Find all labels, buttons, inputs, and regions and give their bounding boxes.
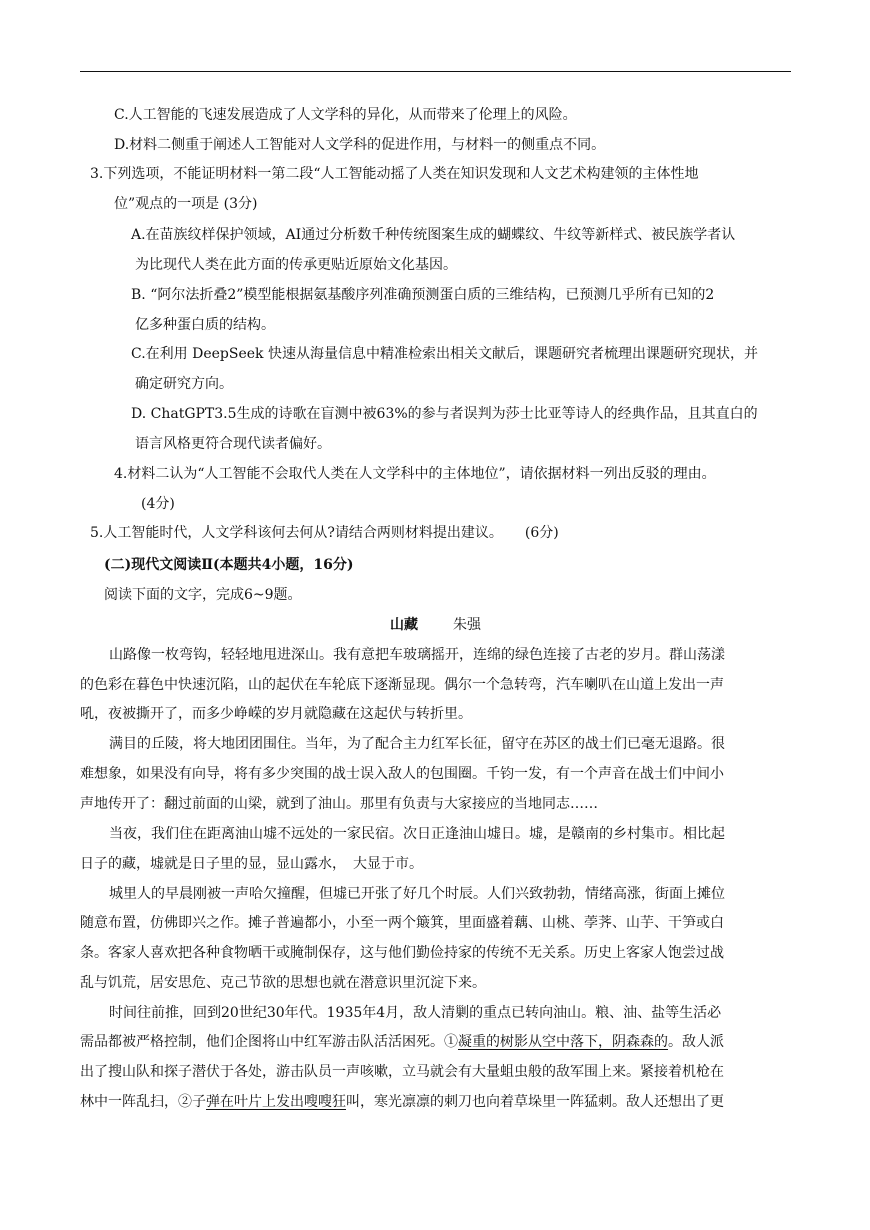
- article-author: 朱强: [453, 617, 481, 633]
- q2-option-c: C.人工智能的飞速发展造成了人文学科的异化，从而带来了伦理上的风险。: [114, 107, 577, 123]
- header-rule: [80, 71, 791, 72]
- q3-option-a-cont: 为比现代人类在此方面的传承更贴近原始文化基因。: [135, 257, 457, 273]
- para4-line3: 条。客家人喜欢把各种食物晒干或腌制保存，这与他们勤俭持家的传统不无关系。历史上客家人饱尝过战: [80, 945, 724, 961]
- para5-line2-pre: 需品都被严格控制，他们企图将山中红军游击队活活困死。①: [80, 1034, 458, 1050]
- q3-option-c: C.在利用 DeepSeek 快速从海量信息中精准检索出相关文献后，课题研究者梳理出课题研究现状，并: [131, 346, 758, 362]
- section-heading: (二)现代文阅读Ⅱ(本题共4小题，16分): [104, 557, 354, 573]
- q4-score: (4分): [141, 496, 175, 512]
- underlined-sentence-2: 弹在叶片上发出嗖嗖狂: [206, 1094, 346, 1110]
- q3-option-d: D. ChatGPT3.5生成的诗歌在盲测中被63%的参与者误判为莎士比亚等诗人的经典作品，且其直白的: [131, 406, 758, 422]
- q5-stem: [90, 523, 559, 543]
- q3-stem: 3.下列选项，不能证明材料一第二段“人工智能动摇了人类在知识发现和人文艺术构建领的主体性地: [90, 166, 699, 182]
- para2-line2: 难想象，如果没有向导，将有多少突围的战士误入敌人的包围圈。千钧一发，有一个声音在战士们中间小: [80, 766, 724, 782]
- q3-option-b: B. “阿尔法折叠2”模型能根据氨基酸序列准确预测蛋白质的三维结构，已预测几乎所有已知的2: [131, 287, 715, 303]
- q4-stem: 4.材料二认为“人工智能不会取代人类在人文学科中的主体地位”，请依据材料一列出反驳的理由。: [114, 466, 716, 482]
- para2-line3: 声地传开了：翻过前面的山梁，就到了油山。那里有负责与大家接应的当地同志……: [80, 796, 598, 812]
- para3-line1: 当夜，我们住在距离油山墟不远处的一家民宿。次日正逢油山墟日。墟，是赣南的乡村集市。相比起: [109, 826, 725, 842]
- para5-line2-post: 。敌人派: [668, 1034, 724, 1050]
- q5-stem-text: 5.人工智能时代，人文学科该何去何从?请结合两则材料提出建议。: [90, 525, 503, 541]
- q3-option-b-cont: 亿多种蛋白质的结构。: [135, 317, 275, 333]
- para5-line2: [80, 1032, 724, 1052]
- para5-line4-pre: 林中一阵乱扫，②子: [80, 1094, 206, 1110]
- q5-score: (6分): [524, 525, 559, 541]
- section-instruction: 阅读下面的文字，完成6~9题。: [104, 587, 302, 603]
- para1-line1: 山路像一枚弯钩，轻轻地甩进深山。我有意把车玻璃摇开，连绵的绿色连接了古老的岁月。群山荡漾: [109, 647, 725, 663]
- q3-option-a: A.在苗族纹样保护领域，AI通过分析数千种传统图案生成的蝴蝶纹、牛纹等新样式、被民族学者认: [131, 227, 736, 243]
- para4-line1: 城里人的早晨刚被一声哈欠撞醒，但墟已开张了好几个时辰。人们兴致勃勃，情绪高涨，街面上摊位: [109, 886, 725, 902]
- para1-line3: 吼，夜被撕开了，而多少峥嵘的岁月就隐藏在这起伏与转折里。: [80, 706, 472, 722]
- para3-line2: 日子的藏，墟就是日子里的显，显山露水， 大显于市。: [80, 856, 423, 872]
- q2-option-d: D.材料二侧重于阐述人工智能对人文学科的促进作用，与材料一的侧重点不同。: [114, 137, 606, 153]
- underlined-sentence-1: 凝重的树影从空中落下，阴森森的: [458, 1034, 668, 1050]
- article-title: 山藏: [390, 617, 418, 633]
- para1-line2: 的色彩在暮色中快速沉陷，山的起伏在车轮底下逐渐显现。偶尔一个急转弯，汽车喇叭在山道上发出一声: [80, 677, 724, 693]
- para5-line1: 时间往前推，回到20世纪30年代。1935年4月，敌人清剿的重点已转向油山。粮、油、盐等生活必: [109, 1005, 722, 1021]
- para4-line2: 随意布置，仿佛即兴之作。摊子普遍都小，小至一两个簸箕，里面盛着藕、山桃、荸荠、山芋、干笋或白: [80, 915, 724, 931]
- q3-option-c-cont: 确定研究方向。: [135, 376, 233, 392]
- q3-stem-cont: 位”观点的一项是 (3分): [114, 196, 258, 212]
- para2-line1: 满目的丘陵，将大地团团围住。当年，为了配合主力红军长征，留守在苏区的战士们已毫无退路。很: [109, 736, 725, 752]
- para5-line4-post: 叫，寒光凛凛的刺刀也向着草垛里一阵猛刺。敌人还想出了更: [346, 1094, 724, 1110]
- para5-line4: [80, 1092, 724, 1112]
- para5-line3: 出了搜山队和探子潜伏于各处，游击队员一声咳嗽，立马就会有大量蛆虫般的敌军围上来。紧接着机枪在: [80, 1064, 724, 1080]
- para4-line4: 乱与饥荒，居安思危、克己节欲的思想也就在潜意识里沉淀下来。: [80, 975, 486, 991]
- q3-option-d-cont: 语言风格更符合现代读者偏好。: [135, 436, 331, 452]
